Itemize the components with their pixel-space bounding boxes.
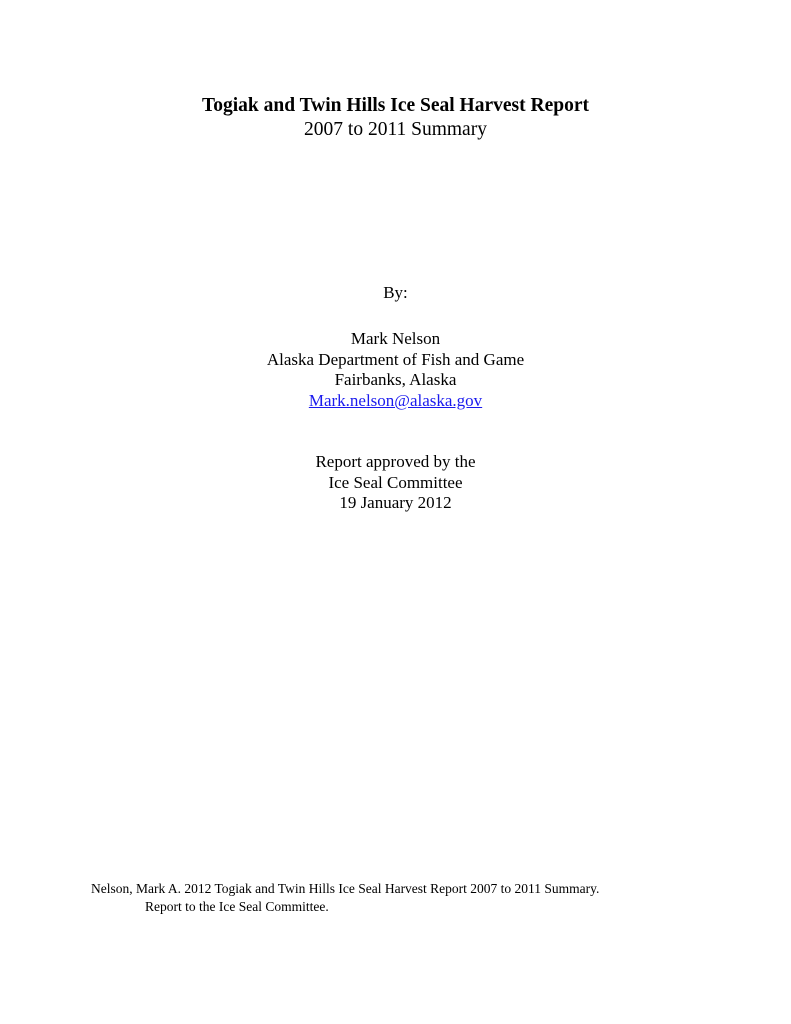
citation-line-2: Report to the Ice Seal Committee. bbox=[145, 898, 329, 914]
author-location: Fairbanks, Alaska bbox=[334, 370, 457, 389]
approval-line-2: Ice Seal Committee bbox=[328, 472, 463, 492]
approval-date: 19 January 2012 bbox=[339, 493, 452, 512]
author-organization: Alaska Department of Fish and Game bbox=[266, 349, 525, 369]
author-email-link[interactable]: Mark.nelson@alaska.gov bbox=[308, 390, 483, 410]
report-title: Togiak and Twin Hills Ice Seal Harvest Report bbox=[202, 95, 589, 116]
title-block bbox=[0, 94, 791, 142]
byline-label: By: bbox=[383, 283, 408, 302]
author-block bbox=[0, 329, 791, 411]
approval-block bbox=[0, 452, 791, 514]
citation-line-1: Nelson, Mark A. 2012 Togiak and Twin Hills Ice Seal Harvest Report 2007 to 2011 Summary. bbox=[91, 881, 600, 896]
approval-line-1: Report approved by the bbox=[315, 452, 476, 471]
report-subtitle: 2007 to 2011 Summary bbox=[304, 119, 487, 140]
byline bbox=[0, 283, 791, 304]
citation bbox=[91, 880, 731, 915]
author-name: Mark Nelson bbox=[350, 329, 441, 348]
